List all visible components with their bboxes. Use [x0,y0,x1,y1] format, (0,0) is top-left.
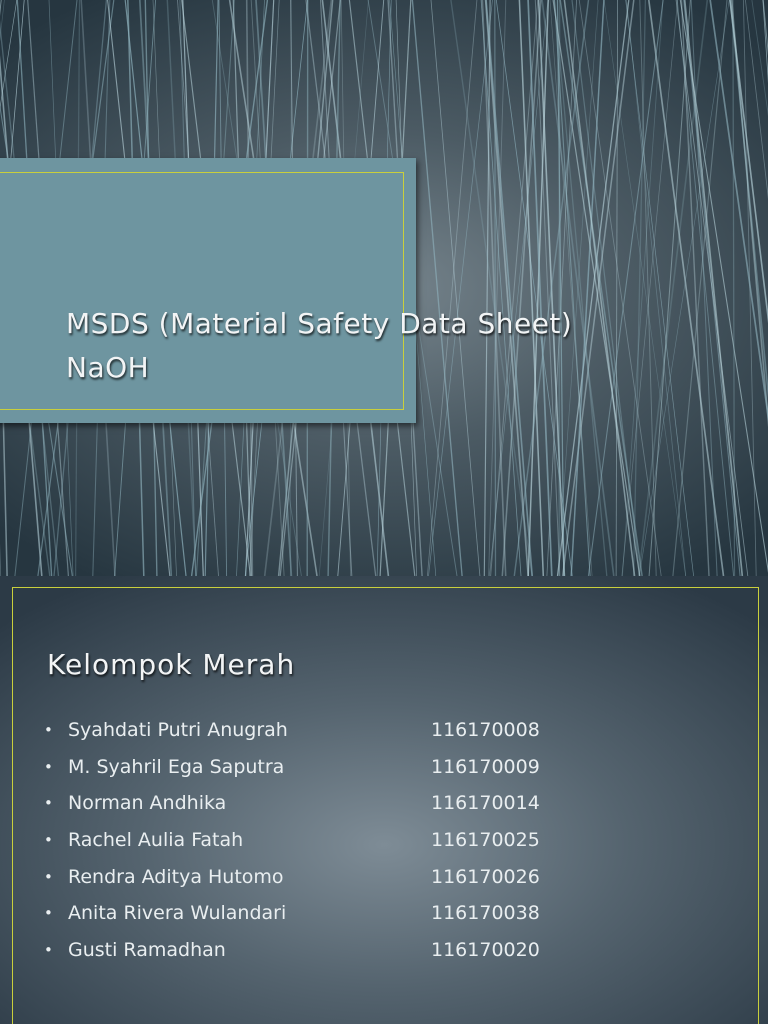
members-slide [0,576,768,1024]
member-id: 116170020 [431,939,540,962]
member-id: 116170026 [431,865,540,888]
group-heading: Kelompok Merah [47,648,296,681]
slide-title-line-2: NaOH [66,351,150,384]
member-name: Syahdati Putri Anugrah [68,719,288,741]
background-line [553,0,640,576]
background-line [427,0,477,576]
background-line [482,0,505,576]
member-id: 116170025 [431,829,540,852]
bullet-icon: • [44,941,53,960]
slide-title [66,302,706,390]
bullet-icon: • [44,794,53,813]
background-line [730,0,768,576]
member-name: Norman Andhika [68,792,227,815]
member-id: 116170008 [431,719,540,741]
member-name: Rachel Aulia Fatah [68,829,244,852]
background-line [579,0,661,576]
bullet-icon: • [44,757,53,776]
bullet-icon: • [44,904,53,923]
member-name: Gusti Ramadhan [68,939,226,962]
background-line [673,0,727,576]
background-line [640,0,656,576]
slide-title-line-1: MSDS (Material Safety Data Sheet) [66,307,573,340]
background-line [730,0,768,576]
background-line [563,0,634,576]
background-line [558,0,629,576]
member-name: Anita Rivera Wulandari [68,902,287,925]
bullet-icon: • [44,867,53,886]
member-name: Rendra Aditya Hutomo [68,865,284,888]
background-line [412,0,462,576]
member-id: 116170009 [431,755,540,778]
background-line [495,0,496,576]
background-line [763,0,768,576]
member-name: M. Syahril Ega Saputra [68,755,285,778]
member-id: 116170014 [431,792,540,815]
member-id: 116170038 [431,902,540,925]
bullet-icon: • [44,831,53,850]
bullet-icon: • [44,721,53,739]
